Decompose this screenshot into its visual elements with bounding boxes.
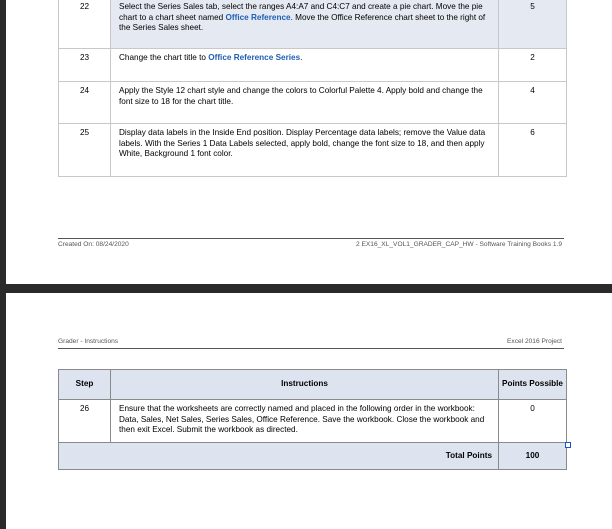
viewer-left-border	[0, 0, 6, 529]
step-number: 24	[59, 82, 111, 124]
instruction-text: . Move the Office Reference chart sheet to the right of the Series Sales sheet.	[119, 12, 486, 32]
step-points: 6	[499, 124, 567, 177]
step-instructions	[111, 0, 499, 49]
step-points: 0	[499, 400, 567, 443]
table-header-row	[59, 370, 567, 400]
table-row	[59, 82, 567, 124]
highlighted-term: Office Reference Series	[208, 53, 301, 62]
page-separator	[0, 284, 612, 293]
header-rule	[58, 348, 564, 349]
step-instructions: Ensure that the worksheets are correctly named and placed in the following order in the workbook: Data, Sales, Net Sales, Series Sales, Office Reference. Save the workbook. Close the workbook and then exit Excel. Submit the workbook as directed.	[111, 400, 499, 443]
total-row	[59, 443, 567, 470]
instruction-text: Apply the Style 12 chart style and change the colors to Colorful Palette 4. Apply bold and change the font size to 18 for the chart title.	[119, 86, 483, 106]
step-instructions	[111, 124, 499, 177]
step-instructions	[111, 49, 499, 82]
step-number: 26	[59, 400, 111, 443]
step-number: 23	[59, 49, 111, 82]
step-points: 2	[499, 49, 567, 82]
table-row	[59, 124, 567, 177]
footer-rule	[58, 238, 564, 239]
step-number: 25	[59, 124, 111, 177]
footer-document-id: 2 EX16_XL_VOL1_GRADER_CAP_HW - Software Training Books 1.9	[356, 241, 562, 248]
footer-created-on: Created On: 08/24/2020	[58, 241, 129, 248]
resize-handle[interactable]	[565, 442, 571, 448]
steps-table-page-2	[58, 369, 567, 470]
instruction-text: Display data labels in the Inside End position. Display Percentage data labels; remove the Value data labels. With the Series 1 Data Labels selected, apply bold, change the font size to 18, and then apply White, Background 1 font color.	[119, 128, 486, 158]
page-header-right: Excel 2016 Project	[507, 338, 562, 345]
step-instructions	[111, 82, 499, 124]
step-number: 22	[59, 0, 111, 49]
page-header-left: Grader - Instructions	[58, 338, 119, 345]
highlighted-term: Office Reference	[225, 12, 291, 22]
table-row	[59, 400, 567, 443]
column-header-points: Points Possible	[499, 370, 567, 400]
step-points: 4	[499, 82, 567, 124]
total-points-label: Total Points	[59, 443, 499, 470]
instruction-text: .	[300, 53, 303, 62]
table-row	[59, 0, 567, 49]
column-header-step: Step	[59, 370, 111, 400]
instruction-text: Change the chart title to	[119, 53, 209, 62]
table-row	[59, 49, 567, 82]
instruction-text: Select the Series Sales tab, select the ranges A4:A7 and C4:C7 and create a pie chart. Move the pie chart to a chart sheet named	[119, 2, 483, 22]
column-header-instructions: Instructions	[111, 370, 499, 400]
step-points: 5	[499, 0, 567, 49]
steps-table-page-1	[58, 0, 567, 177]
total-points-value: 100	[499, 443, 567, 470]
